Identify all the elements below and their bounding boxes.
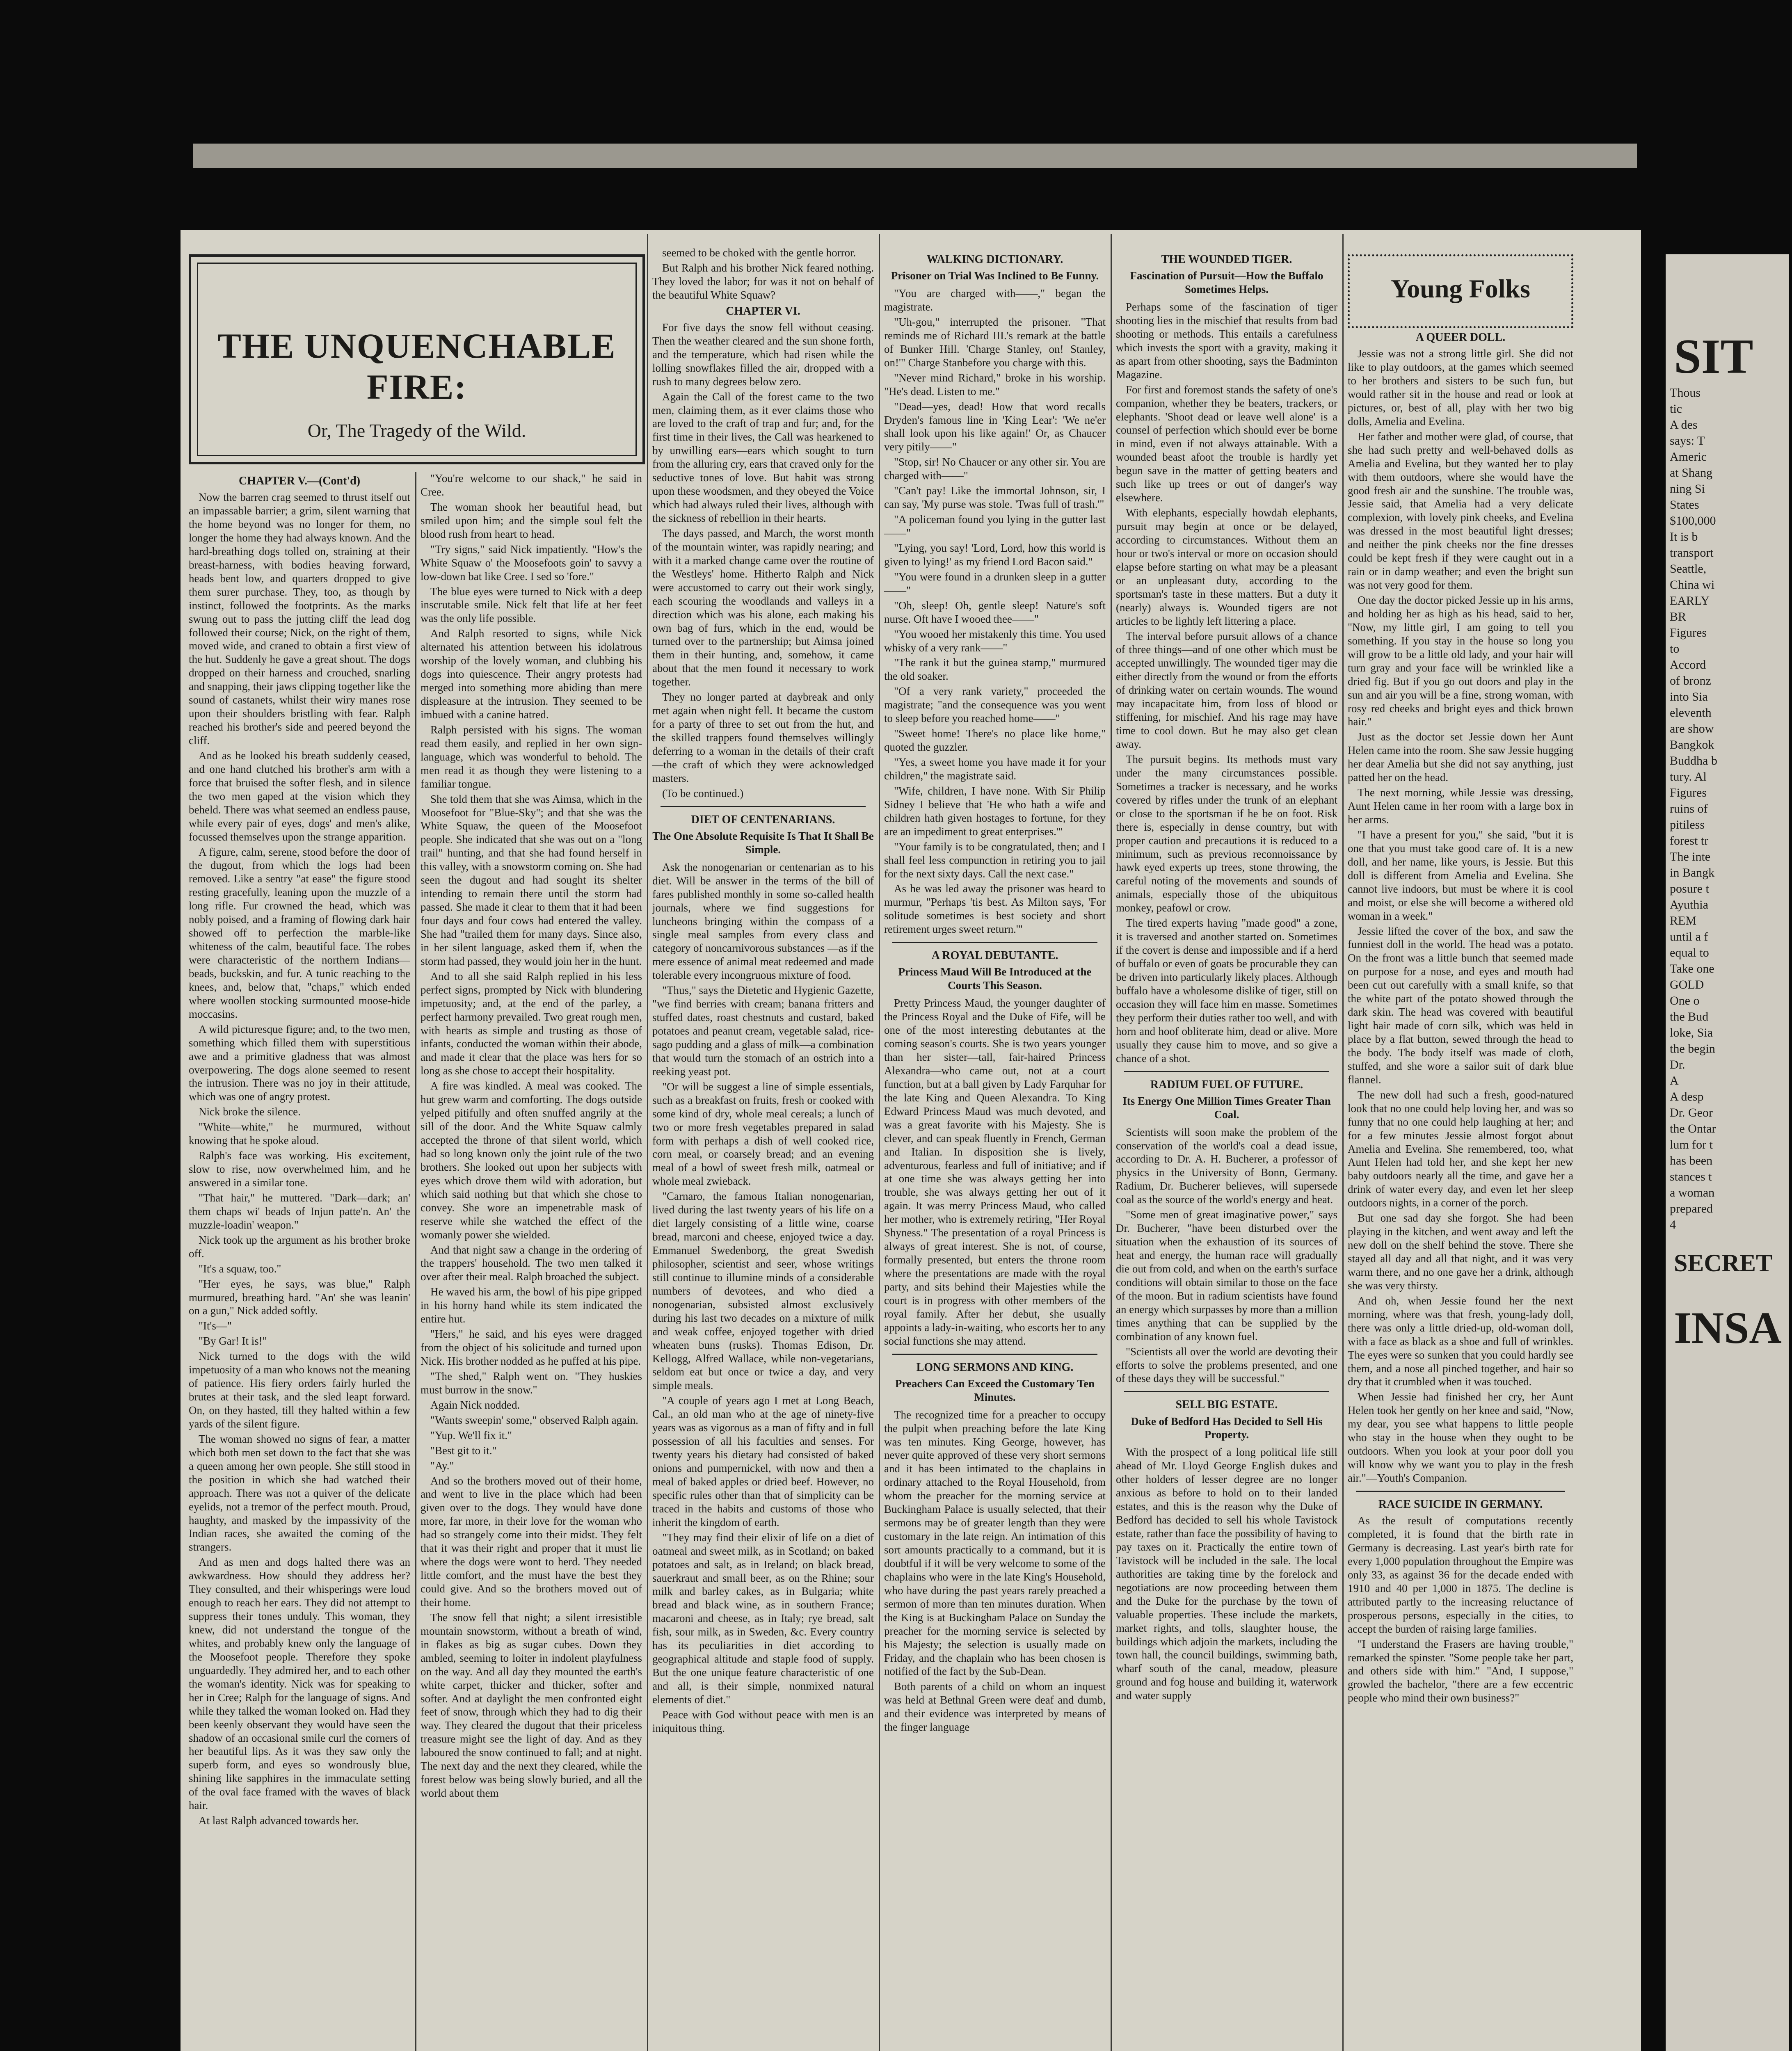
tiger-body — [1116, 300, 1337, 1065]
column-2 — [421, 472, 642, 2051]
column-3 — [652, 246, 874, 2051]
paragraph: (To be continued.) — [662, 787, 744, 799]
sermons-body — [884, 1408, 1106, 1734]
text-line: into Sia — [1670, 690, 1708, 703]
text-line: Thous — [1670, 386, 1701, 400]
paragraph: The days passed, and March, the worst month of the mountain winter, was rapidly nearing; and with it a marked change came over the routine of the Westleys' home. Hitherto Ralph and Nick were accustomed to carry out their work singly, each scouring the woodlands and valleys in a direction which was his alone, each making his own bag of furs, which in the end, would be turned over to the partnership; but Aimsa joined them in their hunting, and, somehow, it came about that the men found it necessary to work together. — [652, 527, 874, 688]
paragraph: The woman shook her beautiful head, but smiled upon him; and the simple soul felt the blood rush from heart to head. — [421, 500, 642, 540]
paragraph: The tired experts having "made good" a zone, it is traversed and another started on. Sometimes if the covert is dense and impossible and if a herd of buffalo or even of goats be procurable they can be driven into particularly likely places. Although buffalo have a wholesome dislike of tiger, still on occasion they will face him en masse. Sometimes they perform their duties rather too well, and with horn and hoof obliterate him, dead or alive. More usually they cause him to move, and so give a chance of a shot. — [1116, 917, 1337, 1064]
estate-body — [1116, 1446, 1337, 1702]
paragraph: "Wife, children, I have none. With Sir Philip Sidney I believe that 'He who hath a wife and children hath given hostages to fortune, for they are an impediment to great enterprises.'" — [884, 784, 1106, 838]
paragraph: Ralph persisted with his signs. The woman read them easily, and replied in her own sign-language, which was wonderful to behold. The men read it as though they were listening to a familiar tongue. — [421, 723, 642, 790]
walking-body — [884, 287, 1106, 936]
text-line: to — [1670, 642, 1680, 655]
paragraph: A fire was kindled. A meal was cooked. The hut grew warm and comforting. The dogs outside yelped pitifully and often snuffed angrily at the sill of the door. And the White Squaw calmly accepted the throne of that silent world, which had so long known only the joint rule of the two brothers. She looked out upon her subjects with eyes which drove them wild with adoration, but which said nothing but that which she chose to convey. She wore an impenetrable mask of reserve while she watched the effect of the womanly power she wielded. — [421, 1080, 642, 1241]
paragraph: The next morning, while Jessie was dressing, Aunt Helen came in her room with a large box in her arms. — [1348, 786, 1573, 826]
paragraph: The blue eyes were turned to Nick with a deep inscrutable smile. Nick felt that life at her feet was the only life possible. — [421, 585, 642, 625]
estate-subheading: Duke of Bedford Has Decided to Sell His Property. — [1131, 1415, 1323, 1441]
text-line: tury. Al — [1670, 770, 1707, 783]
text-line: a woman — [1670, 1186, 1715, 1199]
paragraph: "White—white," he murmured, without knowing that he spoke aloud. — [189, 1121, 410, 1147]
text-line: Accord — [1670, 658, 1706, 671]
paragraph: One day the doctor picked Jessie up in his arms, and holding her as high as his head, said to her, "Now, my little girl, I am going to tell you something. If you stay in the house so long you will grow to be a little old lady, and your hair will turn gray and your face will be wrinkled like a dried fig. But if you go out doors and play in the sun and air you will be a fine, strong woman, with rosy red cheeks and bright eyes and thick brown hair." — [1348, 594, 1573, 728]
text-line: Dr. Geor — [1670, 1106, 1713, 1119]
paragraph: Ralph's face was working. His excitement, slow to rise, now overwhelmed him, and he answered in a similar tone. — [189, 1149, 410, 1189]
text-line: the Ontar — [1670, 1122, 1716, 1135]
column-5 — [1116, 250, 1337, 2051]
paragraph: "They may find their elixir of life on a diet of oatmeal and sweet milk, as in Scotland; on baked potatoes and salt, as in Ireland; on black bread, sauerkraut and small beer, as on the Rhine; sour milk and barley cakes, as in Bulgaria; white bread and black wine, as in southern France; macaroni and cheese, as in Italy; rye bread, salt fish, sour milk, as in Sweden, &c. Every country has its peculiarities in diet according to geographical altitude and staple food of supply. But the one unique feature characteristic of one and all, is their simple, nonmixed natural elements of diet." — [652, 1531, 874, 1706]
paragraph: They no longer parted at daybreak and only met again when night fell. It became the custom for a party of three to set out from the hut, and the skilled trappers found themselves willingly deferring to a woman in the details of their craft—the craft of which they were acknowledged masters. — [652, 691, 874, 784]
text-line: States — [1670, 498, 1699, 512]
estate-heading: SELL BIG ESTATE. — [1175, 1398, 1278, 1411]
paragraph: The pursuit begins. Its methods must vary under the many circumstances possible. Sometimes a tracker is necessary, and he works covered by rifles under the trunk of an elephant or close to the sportsman if he be on foot. Risk there is, especially in dense country, but with proper caution and precautions it is reduced to a minimum, such as previous reconnoissance by hawk eyed experts up trees, stone throwing, the careful noting of the movements and sounds of animals, especially those of the ubiquitous monkey, peafowl or crow. — [1116, 753, 1337, 914]
paragraph: "You were found in a drunken sleep in a gutter——" — [884, 570, 1106, 596]
text-line: prepared — [1670, 1202, 1713, 1215]
paragraph: Now the barren crag seemed to thrust itself out an impassable barrier; a grim, silent warning that the home beyond was no longer for them, no longer the home they had always known. And the hard-breathing dogs tolled on, straining at their breast-harness, with bodies heaving forward, heads bent low, and quarters dropped to give them surer purchase. They, too, as though by instinct, followed the footprints. As the marks swung out to pass the jutting cliff the lead dog followed their course; Nick, on the right of them, moved wide, and craned to obtain a first view of the hut. Suddenly he gave a great shout. The dogs dropped on their harness and crouched, snarling and snapping, their jaws clipping together like the sound of castanets, whilst their wiry manes rose upon their shoulders bristling with fear. Ralph reached his brother's side and peered beyond the cliff. — [189, 491, 410, 747]
paragraph: seemed to be choked with the gentle horror. — [662, 247, 856, 259]
paragraph: As he was led away the prisoner was heard to murmur, "Perhaps 'tis best. As Milton says, 'For solitude sometimes is best society and short retirement urges sweet return.'" — [884, 882, 1106, 936]
paragraph: Nick turned to the dogs with the wild impetuosity of a man who knows not the meaning of patience. His fiery orders fairly hurled the brutes at their task, and the sled leapt forward. On, on they hasted, till they halted within a few yards of the silent figure. — [189, 1350, 410, 1430]
paragraph: "Yes, a sweet home you have made it for your children," the magistrate said. — [884, 756, 1106, 782]
paragraph: "By Gar! It is!" — [199, 1335, 267, 1348]
text-line: REM — [1670, 914, 1697, 927]
paragraph: Scientists will soon make the problem of the conservation of the world's coal a dead issue, according to Dr. A. H. Bucherer, a professor of physics in the University of Bonn, Germany. Radium, Dr. Bucherer believes, will supersede coal as the source of the world's energy and heat. — [1116, 1126, 1337, 1206]
column-1-body — [189, 491, 410, 1827]
radium-subheading: Its Energy One Million Times Greater Than Coal. — [1122, 1094, 1331, 1121]
paragraph: For first and foremost stands the safety of one's companion, whether they be beaters, trackers, or elephants. 'Shoot dead or leave well alone' is a counsel of perfection which should ever be borne in mind, even if not always attainable. With a wounded beast afoot the trouble is hardly yet begun save in the matter of getting beaters and such like up trees or out of danger's way elsewhere. — [1116, 383, 1337, 504]
text-line: posure t — [1670, 882, 1709, 895]
paragraph: The woman showed no signs of fear, a matter which both men set down to the fact that she was a queen among her own people. She still stood in the position in which she had watched their approach. There was not a quiver of the delicate eyelids, not a tremor of the perfect mouth. Proud, haughty, and masked by the impassivity of the Indian races, she awaited the coming of the strangers. — [189, 1432, 410, 1553]
paragraph: The snow fell that night; a silent irresistible mountain snowstorm, without a breath of wind, in flakes as big as sugar cubes. Down they ambled, seeming to loiter in indolent playfulness on the way. And all day they mounted the earth's white carpet, thicker and thicker, softer and softer. And at daylight the men confronted eight feet of snow, through which they had to dig their way. They cleared the dugout that their priceless treasure might see the light of day. And as they laboured the snow continued to fall; and at night. The next day and the next they cleared, while the forest below was being slowly buried, and all the world about them — [421, 1611, 642, 1800]
adjacent-headline: SIT — [1674, 329, 1753, 384]
paragraph: Nick broke the silence. — [199, 1105, 301, 1118]
paragraph: "Hers," he said, and his eyes were dragged from the object of his solicitude and turned upon Nick. His brother nodded as he puffed at his pipe. — [421, 1328, 642, 1367]
paragraph: And as he looked his breath suddenly ceased, and one hand clutched his brother's arm with a force that bruised the softer flesh, and in silence the two men gaped at the vision which they beheld. There was what seemed an endless pause, while every pair of eyes, dogs' and men's alike, focussed themselves upon the strange apparition. — [189, 749, 410, 843]
paragraph: With elephants, especially howdah elephants, pursuit may begin at once or be delayed, according to circumstances. Without them an hour or two's interval or more on occasion should elapse before starting on what may be a pleasant or an unpleasant duty, according to the sportsman's taste in these matters. But a duty it (nearly) always is. Wounded tigers are not articles to be lightly left littering a place. — [1116, 507, 1337, 627]
paragraph: He waved his arm, the bowl of his pipe gripped in his horny hand while its stem indicated the entire hut. — [421, 1286, 642, 1325]
text-line: ning Si — [1670, 482, 1705, 496]
paragraph: "I understand the Frasers are having trouble," remarked the spinster. "Some people take her part, and others side with him." "And, I suppose," growled the bachelor, "there are a few eccentric people who mind their own business?" — [1348, 1638, 1573, 1704]
text-line: says: T — [1670, 434, 1705, 448]
column-rule — [1111, 234, 1112, 2051]
paragraph: But one sad day she forgot. She had been playing in the kitchen, and went away and left the new doll on the shelf behind the stove. There she stayed all day and all that night, and it was very warm there, and no one gave her a drink, although she was very thirsty. — [1348, 1212, 1573, 1292]
text-line: Figures — [1670, 786, 1707, 799]
paragraph: "Of a very rank variety," proceeded the magistrate; "and the consequence was you went to sleep before you reached home——" — [884, 685, 1106, 725]
paragraph: Ask the nonogenarian or centenarian as to his diet. Will be answer in the terms of the bill of fares published monthly in some so-called health journals, where we find suggestions for luncheons bringing within the compass of a single meal samples from every class and category of noncarnivorous substances —as if the mere essence of animal meat redeemed and made tolerable every incongruous mixture of food. — [652, 861, 874, 982]
doll-body — [1348, 347, 1573, 1485]
text-line: loke, Sia — [1670, 1026, 1713, 1039]
text-line: A des — [1670, 418, 1698, 432]
serial-subtitle: Or, The Tragedy of the Wild. — [307, 420, 526, 441]
paragraph: "Thus," says the Dietetic and Hygienic Gazette, "we find berries with cream; banana fritters and stuffed dates, roast chestnuts and custard, baked potatoes and peanut cream, vegetable salad, rice-sago pudding and a glass of milk—a combination that would turn the stomach of an ostrich into a reeking yeast pot. — [652, 984, 874, 1078]
column-rule — [415, 472, 416, 2051]
text-line: One o — [1670, 994, 1700, 1007]
paragraph: "Wants sweepin' some," observed Ralph again. — [430, 1414, 638, 1426]
young-folks-title: Young Folks — [1391, 274, 1530, 303]
royal-heading: A ROYAL DEBUTANTE. — [931, 949, 1058, 962]
column-3-top — [652, 246, 874, 302]
text-line: The inte — [1670, 850, 1711, 863]
paragraph: Again Nick nodded. — [430, 1398, 520, 1411]
chapter-heading: CHAPTER V.—(Cont'd) — [238, 475, 361, 487]
serial-title-box — [189, 254, 645, 464]
text-line: has been — [1670, 1154, 1713, 1167]
paragraph: "Best git to it." — [430, 1444, 497, 1457]
text-line: the Bud — [1670, 1010, 1709, 1023]
race-heading: RACE SUICIDE IN GERMANY. — [1378, 1498, 1543, 1511]
text-line: EARLY — [1670, 594, 1710, 608]
text-line: at Shang — [1670, 466, 1713, 480]
paragraph: A wild picturesque figure; and, to the two men, something which filled them with superstitious awe and a primitive gladness that was almost overpowering. The dogs alone seemed to resent the intrusion. There was no joy in their attitude, which was one of angry protest. — [189, 1023, 410, 1103]
paragraph: "A couple of years ago I met at Long Beach, Cal., an old man who at the age of ninety-five years was as vigorous as a man of fifty and in full possession of all his faculties and senses. For twenty years his dietary had consisted of baked onions and pumpernickel, with now and then a meal of baked apples or dried beef. However, no specific rules other than that of simplicity can be traced in the habits and customs of those who inherit the kingdom of earth. — [652, 1394, 874, 1528]
paragraph: But Ralph and his brother Nick feared nothing. They loved the labor; for was it not on behalf of the beautiful White Squaw? — [652, 261, 874, 301]
paragraph: "It's a squaw, too." — [199, 1262, 281, 1275]
column-rule — [879, 234, 880, 2051]
column-2-body — [421, 472, 642, 1800]
text-line: are show — [1670, 722, 1714, 735]
text-line: Americ — [1670, 450, 1707, 464]
column-4 — [884, 250, 1106, 2051]
adjacent-text — [1666, 385, 1789, 1233]
radium-body — [1116, 1126, 1337, 1386]
paragraph: She told them that she was Aimsa, which in the Moosefoot for "Blue-Sky"; and that she was the White Squaw, the queen of the Moosefoot people. She indicated that she was out on a "long trail" hunting, and that she had found herself in this valley, with a snowstorm coming on. She had seen the dugout and had sought its shelter intending to remain there until the storm had passed. She made it clear to them that it had been four days and four cows had entered the valley. She had "trailed them for many days. Since also, in her silent language, asked them if, when the storm had passed, they would join her in the hunt. — [421, 793, 642, 967]
column-3-chapter6 — [652, 321, 874, 800]
paragraph: "Some men of great imaginative power," says Dr. Bucherer, "have been disturbed over the situation when the exhaustion of its sources of heat and energy, the human race will gradually die out from cold, and when on the earth's surface conditions will obtain similar to those on the face of the moon. But in radium scientists have found an energy which surpasses by more than a million times anything that can be supplied by the combination of any known fuel. — [1116, 1208, 1337, 1343]
paragraph: The new doll had such a fresh, good-natured look that no one could help loving her, and was so funny that no one could help laughing at her; and for a few minutes Jessie almost forgot about Amelia and Evelina. She remembered, too, what Aunt Helen had told her, and she kept her new baby outdoors nearly all the time, and gave her a drink of water every day, and even let her sleep outdoors nights, in a corner of the porch. — [1348, 1088, 1573, 1209]
paragraph: "You are charged with——," began the magistrate. — [884, 287, 1106, 313]
paragraph: And to all she said Ralph replied in his less perfect signs, prompted by Nick with blundering impetuosity; and, at the end of the parley, a perfect harmony prevailed. Two great rough men, with hearts as simple and trusting as those of infants, conducted the woman within their abode, and made it clear that the place was hers for so long as she chose to accept their hospitality. — [421, 970, 642, 1077]
text-line: lum for t — [1670, 1138, 1713, 1151]
paragraph: Perhaps some of the fascination of tiger shooting lies in the mischief that results from bad shooting or methods. This entails a carefulness which invests the sport with a gravity, making it as apart from other shooting, says the Badminton Magazine. — [1116, 301, 1337, 381]
text-line: of bronz — [1670, 674, 1711, 687]
chapter-6-heading: CHAPTER VI. — [726, 304, 800, 317]
text-line: 4 — [1670, 1218, 1676, 1231]
paragraph: "Stop, sir! No Chaucer or any other sir. You are charged with——" — [884, 456, 1106, 482]
text-line: $100,000 — [1670, 514, 1716, 528]
text-line: BR — [1670, 610, 1687, 624]
text-line: tic — [1670, 402, 1682, 416]
paragraph: "A policeman found you lying in the gutter last——" — [884, 513, 1106, 539]
paragraph: "You wooed her mistakenly this time. You used whisky of a very rank——" — [884, 628, 1106, 654]
doll-heading: A QUEER DOLL. — [1415, 331, 1506, 344]
tiger-heading: THE WOUNDED TIGER. — [1161, 253, 1292, 266]
column-1 — [189, 472, 410, 2051]
text-line: China wi — [1670, 578, 1715, 592]
radium-heading: RADIUM FUEL OF FUTURE. — [1150, 1078, 1303, 1091]
text-line: forest tr — [1670, 834, 1709, 847]
text-line: transport — [1670, 546, 1714, 560]
paragraph: As the result of computations recently completed, it is found that the birth rate in Germany is decreasing. Last year's birth rate for every 1,000 population throughout the Empire was only 33, as against 36 for the decade ended with 1910 and 40 per 1,000 in 1875. The decline is attributed partly to the increasing reluctance of prosperous persons, especially in the cities, to accept the burden of raising large families. — [1348, 1514, 1573, 1635]
newspaper-page — [181, 230, 1641, 2051]
paragraph: "Or will be suggest a line of simple essentials, such as a breakfast on fruits, fresh or cooked with some kind of dry, whole meal cereals; a lunch of two or more fresh vegetables prepared in salad form with perhaps a dish of well cooked rice, corn meal, or coarsely bread; and an evening meal of a bowl of sweet fresh milk, oatmeal or whole meal zwieback. — [652, 1080, 874, 1188]
paragraph: A figure, calm, serene, stood before the door of the dugout, from which the logs had been removed. Like a sentry "at ease" the figure stood resting gracefully, leaning upon the muzzle of a long rifle. Fur crowned the head, which was nobly poised, and a framing of flowing dark hair showed off to perfection the marble-like whiteness of the calm, beautiful face. The robes were characteristic of the northern Indians—beads, buckskin, and fur. A tunic reaching to the knees, and, below that, "chaps," which ended where woollen stocking surmounted moose-hide moccasins. — [189, 845, 410, 1020]
paragraph: "Uh-gou," interrupted the prisoner. "That reminds me of Richard III.'s remark at the battle of Bunker Hill. 'Charge Stanley, on! Stanley, on!'" Charge Stanbefore you charge with this. — [884, 315, 1106, 369]
paragraph: "Ay." — [430, 1459, 454, 1472]
text-line: A — [1670, 1074, 1679, 1087]
race-body — [1348, 1514, 1573, 1705]
text-line: until a f — [1670, 930, 1708, 943]
text-line: eleventh — [1670, 706, 1712, 719]
text-line: ruins of — [1670, 802, 1708, 815]
paragraph: The recognized time for a preacher to occupy the pulpit when preaching before the late King was ten minutes. King George, however, has never quite approved of these very short sermons and it has been intimated to the chaplains in ordinary attached to the Royal Household, from whom the preacher for the morning service at Buckingham Palace is usually selected, that their sermons may be of greater length than they were customary in the late reign. An intimation of this sort amounts practically to a command, but it is doubtful if it will be very welcome to some of the chaplains who were in the late King's Household, who have during the past years rarely preached a sermon of more than ten minutes duration. When the King is at Buckingham Palace on Sunday the preacher for the morning service is selected by his Majesty; the selection is usually made on Friday, and the chaplain who has been chosen is notified of the fact by the Sub-Dean. — [884, 1408, 1106, 1678]
serial-title: THE UNQUENCHABLE FIRE: — [217, 326, 616, 407]
text-line: Dr. — [1670, 1058, 1685, 1071]
paragraph: And that night saw a change in the ordering of the trappers' household. The two men talked it over after their meal. Ralph broached the subject. — [421, 1243, 642, 1283]
paragraph: "The rank it but the guinea stamp," murmured the old soaker. — [884, 656, 1106, 683]
column-rule — [647, 234, 648, 2051]
diet-subheading: The One Absolute Requisite Is That It Shall Be Simple. — [652, 829, 874, 856]
paragraph: "Try signs," said Nick impatiently. "How's the White Squaw o' the Moosefoots goin' to savvy a low-down bat like Cree. I sed so 'fore." — [421, 543, 642, 582]
paragraph: At last Ralph advanced towards her. — [199, 1814, 359, 1827]
text-line: It is b — [1670, 530, 1698, 544]
paragraph: "I have a present for you," she said, "but it is one that you must take good care of. It is a new doll, and her name, like yours, is Jessie. But this doll is different from Amelia and Evelina. She cannot live indoors, but must be where it is cool and moist, or else she will become a withered old woman in a week." — [1348, 828, 1573, 922]
young-folks-box — [1348, 254, 1573, 328]
paragraph: And Ralph resorted to signs, while Nick alternated his attention between his idolatrous worship of the lovely woman, and clubbing his dogs into quiescence. Their angry protests had merged into something more abiding than mere displeasure at the intrusion. They seemed to be imbued with a canine hatred. — [421, 627, 642, 721]
paragraph: "You're welcome to our shack," he said in Cree. — [421, 472, 642, 498]
diet-body — [652, 861, 874, 1735]
column-rule — [1342, 234, 1344, 2051]
paragraph: "Your family is to be congratulated, then; and I shall feel less compunction in retiring you to jail for the next sixty days. Call the next case." — [884, 840, 1106, 880]
text-line: Buddha b — [1670, 754, 1717, 767]
walking-subheading: Prisoner on Trial Was Inclined to Be Funny. — [891, 270, 1099, 282]
paragraph: "Sweet home! There's no place like home," quoted the guzzler. — [884, 727, 1106, 754]
paragraph: Her father and mother were glad, of course, that she had such pretty and well-behaved dolls as Amelia and Evelina, but they wanted her to play with them outdoors, where she would have the good fresh air and the sunshine. The trouble was, Jessie said, that Amelia had a very delicate complexion, with lovely pink cheeks, and Evelina was dressed in the most beautiful light dresses; and neither the pink cheeks nor the fine dresses could be kept fresh if they were caught out in a rain or in damp weather; and even the bright sun was not very good for them. — [1348, 430, 1573, 592]
adjacent-page — [1666, 254, 1789, 2051]
paragraph: Pretty Princess Maud, the younger daughter of the Princess Royal and the Duke of Fife, will be one of the most interesting debutantes at the coming season's courts. She is two years younger than her sister—tall, fair-haired Princess Alexandra—who came out, not at a court function, but at a ball given by Lady Farquhar for the late King and Queen Alexandra. To King Edward Princess Maud was much devoted, and was a great favorite with his Majesty. She is clever, and can speak fluently in French, German and Italian. In disposition she is lively, adventurous, fearless and full of initiative; and if at one time she was always getting her into trouble, she was always getting her out of it again. It was merry Princess Maud, who called her mother, who is extremely retiring, "Her Royal Shyness." The presentation of a royal Princess is always of great interest. She is not, of course, formally presented, but enters the throne room where the presentations are made with the royal party, and sits behind their Majesties while the court is in progress with other members of the royal family. After her debut, she usually appoints a lady-in-waiting, who escorts her to any social functions she may attend. — [884, 997, 1106, 1347]
paragraph: "Never mind Richard," broke in his worship. "He's dead. Listen to me." — [884, 371, 1106, 397]
text-line: in Bangk — [1670, 866, 1715, 879]
sermons-subheading: Preachers Can Exceed the Customary Ten Minutes. — [895, 1377, 1095, 1403]
paragraph: For five days the snow fell without ceasing. Then the weather cleared and the sun shone forth, and the temperature, which had risen while the lolling snowflakes filled the air, dropped with a rush to many degrees below zero. — [652, 321, 874, 388]
paragraph: "Dead—yes, dead! How that word recalls Dryden's famous line in 'King Lear': 'We ne'er shall look upon his like again!' Or, as Chaucer very pitily——" — [884, 400, 1106, 453]
text-line: equal to — [1670, 946, 1709, 959]
paragraph: And as men and dogs halted there was an awkwardness. How should they address her? They consulted, and their whisperings were loud enough to reach her ears. They did not attempt to suppress their tones unduly. This woman, they knew, did not understand the tongue of the whites, and probably knew only the language of the Moosefoot people. Therefore they spoke unguardedly. They admired her, and to each other the woman's identity. Nick was for speaking to her in Cree; Ralph for the language of signs. And while they talked the woman looked on. Had they been keenly observant they would have seen the shadow of an occasional smile curl the corners of her beautiful lips. As it was they saw only the superb form, and eyes so wondrously blue, shining like sapphires in the immaculate setting of the oval face framed with the waves of black hair. — [189, 1556, 410, 1812]
text-line: Seattle, — [1670, 562, 1707, 576]
adjacent-headline-2: SECRET — [1674, 1249, 1773, 1277]
text-line: Figures — [1670, 626, 1707, 640]
text-line: Ayuthia — [1670, 898, 1708, 911]
adjacent-headline-3: INSA — [1674, 1303, 1782, 1353]
paragraph: "Lying, you say! 'Lord, Lord, how this world is given to lying!' as my friend Lord Bacon said." — [884, 541, 1106, 568]
text-line: Bangkok — [1670, 738, 1714, 751]
royal-body — [884, 996, 1106, 1348]
text-line: pitiless — [1670, 818, 1705, 831]
column-6 — [1348, 230, 1573, 2051]
paragraph: Again the Call of the forest came to the two men, claiming them, as it ever claims those who are loved to the craft of trap and fur; and, for the first time in their lives, the Call was hearkened to by unwilling ears—ears which sought to turn from the alluring cry, ears that craved only for the seductive tones of love. But habit was strong upon these woodsmen, and they obeyed the Voice which had always ruled their lives, although with the sickness of rebellion in their hearts. — [652, 390, 874, 525]
sermons-heading: LONG SERMONS AND KING. — [916, 1361, 1074, 1374]
paragraph: The interval before pursuit allows of a chance of three things—and of one other which must be accepted unwillingly. The wounded tiger may die either directly from the wound or from the efforts of drinking water on certain wounds. The wound may incapacitate him, from loss of blood or stiffening, for mischief. And his rage may have time to cool down. But he may also get clean away. — [1116, 630, 1337, 751]
paragraph: Jessie was not a strong little girl. She did not like to play outdoors, at the games which seemed to her brothers and sisters to be such fun, but would rather sit in the house and read or look at pictures, or, best of all, play with her two big dolls, Amelia and Evelina. — [1348, 347, 1573, 427]
paragraph: Jessie lifted the cover of the box, and saw the funniest doll in the world. The head was a potato. On the front was a little bunch that seemed made on purpose for a nose, and eyes and mouth had been cut out carefully with a small knife, so that the white part of the potato showed through the dark skin. The head was covered with beautiful light hair made of corn silk, which was held in place by a flat button, sewed through the head to the body. The body itself was made of cloth, stuffed, and she wore a sailor suit of dark blue flannel. — [1348, 925, 1573, 1086]
text-line: Take one — [1670, 962, 1714, 975]
paragraph: "It's—" — [199, 1320, 232, 1332]
paragraph: "Carnaro, the famous Italian nonogenarian, lived during the last twenty years of his life on a diet largely consisting of a little wine, coarse bread, marconi and cheese, enjoyed twice a day. Emmanuel Swedenborg, the great Swedish philosopher, scientist and seer, whose writings still continue to illumine minds of a considerable numbers of devotees, and who died a nonogenarian, subsisted almost exclusively during his last two decades on a mixture of milk and weak coffee, enjoyed together with dried wheaten buns (rusks). Thomas Edison, Dr. Kellogg, Alfred Wallace, while non-vegetarians, seldom eat but once or twice a day, and very simple meals. — [652, 1190, 874, 1392]
tiger-subheading: Fascination of Pursuit—How the Buffalo Sometimes Helps. — [1130, 270, 1323, 296]
paragraph: Peace with God without peace with men is an iniquitous thing. — [652, 1708, 874, 1734]
paragraph: "Yup. We'll fix it." — [430, 1429, 512, 1441]
paragraph: "Can't pay! Like the immortal Johnson, sir, I can say, 'My purse was stole. 'Twas full of trash.'" — [884, 484, 1106, 511]
royal-subheading: Princess Maud Will Be Introduced at the Courts This Season. — [898, 966, 1092, 992]
paragraph: And so the brothers moved out of their home, and went to live in the place which had been given over to the dogs. They would have done more, far more, in their love for the woman who had so strangely come into their midst. They felt that it was their right and proper that it must lie where the dogs were wont to herd. They needed little comfort, and the must have the best they could give. And so the brothers moved out of their home. — [421, 1474, 642, 1608]
text-line: GOLD — [1670, 978, 1704, 991]
text-line: A desp — [1670, 1090, 1704, 1103]
walking-heading: WALKING DICTIONARY. — [926, 253, 1063, 266]
paragraph: Just as the doctor set Jessie down her Aunt Helen came into the room. She saw Jessie hugging her dear Amelia but she did not say anything, just patted her on the head. — [1348, 731, 1573, 784]
paragraph: "Her eyes, he says, was blue," Ralph murmured, breathing hard. "An' she was leanin' on a gun," Nick added softly. — [189, 1277, 410, 1317]
page-fold — [193, 144, 1637, 168]
text-line: stances t — [1670, 1170, 1712, 1183]
paragraph: "That hair," he muttered. "Dark—dark; an' them chaps wi' beads of Injun patte'n. An' the muzzle-loadin' weapon." — [189, 1191, 410, 1231]
paragraph: Both parents of a child on whom an inquest was held at Bethnal Green were deaf and dumb, and their evidence was interpreted by means of the finger language — [884, 1680, 1106, 1734]
paragraph: "Scientists all over the world are devoting their efforts to solve the problems presented, and one of these days they will be successful." — [1116, 1345, 1337, 1385]
paragraph: "The shed," Ralph went on. "They huskies must burrow in the snow." — [421, 1370, 642, 1396]
paragraph: When Jessie had finished her cry, her Aunt Helen took her gently on her knee and said, "Now, my dear, you see what happens to little people who stay in the house when they ought to be outdoors. When you look at your poor doll you will know why we want you to play in the fresh air."—Youth's Companion. — [1348, 1391, 1573, 1485]
text-line: the begin — [1670, 1042, 1715, 1055]
paragraph: And oh, when Jessie found her the next morning, where was that fresh, young-lady doll, there was only a little dried-up, old-woman doll, with a face as black as a shoe and full of wrinkles. The eyes were so sunken that you could hardly see them, and a nose all pinched together, and hair so dry that it crumbled when it was touched. — [1348, 1294, 1573, 1388]
paragraph: "Oh, sleep! Oh, gentle sleep! Nature's soft nurse. Oft have I wooed thee——" — [884, 599, 1106, 625]
diet-heading: DIET OF CENTENARIANS. — [691, 813, 835, 826]
paragraph: With the prospect of a long political life still ahead of Mr. Lloyd George English dukes and other holders of lesser degree are no longer anxious as before to hold on to their landed estates, and this is the reason why the Duke of Bedford has decided to sell his whole Tavistock estate, rather than face the possibility of having to pay taxes on it. Practically the entire town of Tavistock will be included in the sale. The local authorities are taking time by the forelock and negotiations are now proceeding between them and the Duke for the purchase by the town of valuable properties. These include the markets, market rights, and tolls, slaughter house, the buildings which adjoin the markets, including the town hall, the council buildings, swimming bath, wharf south of the canal, meadow, pleasure ground and fog house and building it, waterwork and water supply — [1116, 1446, 1337, 1702]
paragraph: Nick took up the argument as his brother broke off. — [189, 1233, 410, 1260]
